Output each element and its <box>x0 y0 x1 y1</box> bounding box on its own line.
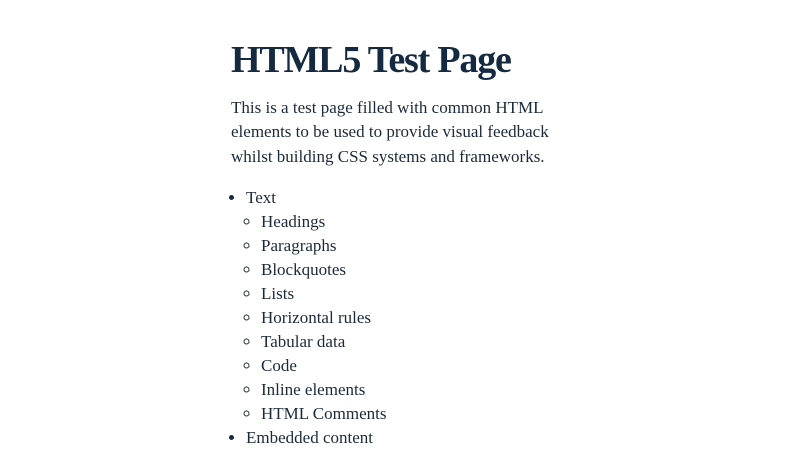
toc-subitem-html-comments: ◦ HTML Comments <box>261 402 576 426</box>
table-of-contents <box>231 186 576 450</box>
toc-subitem-paragraphs: ◦ Paragraphs <box>261 234 576 258</box>
toc-subitem-headings: ◦ Headings <box>261 210 576 234</box>
toc-sublist-text <box>246 210 576 426</box>
page-title: HTML5 Test Page <box>231 39 511 81</box>
page-content <box>231 0 576 450</box>
toc-subitem-blockquotes: ◦ Blockquotes <box>261 258 576 282</box>
intro-paragraph: This is a test page filled with common HTML elements to be used to provide visual feedback whilst building CSS systems and frameworks. <box>231 98 549 166</box>
toc-item-embedded-content <box>246 426 576 450</box>
toc-subitem-horizontal-rules: ◦ Horizontal rules <box>261 306 576 330</box>
toc-subitem-lists: ◦ Lists <box>261 282 576 306</box>
toc-subitem-tabular-data: ◦ Tabular data <box>261 330 576 354</box>
toc-subitem-code: ◦ Code <box>261 354 576 378</box>
toc-item-text <box>246 186 576 426</box>
toc-item-label: Text <box>246 187 276 207</box>
toc-subitem-inline-elements: ◦ Inline elements <box>261 378 576 402</box>
toc-item-label: Embedded content <box>246 427 373 447</box>
